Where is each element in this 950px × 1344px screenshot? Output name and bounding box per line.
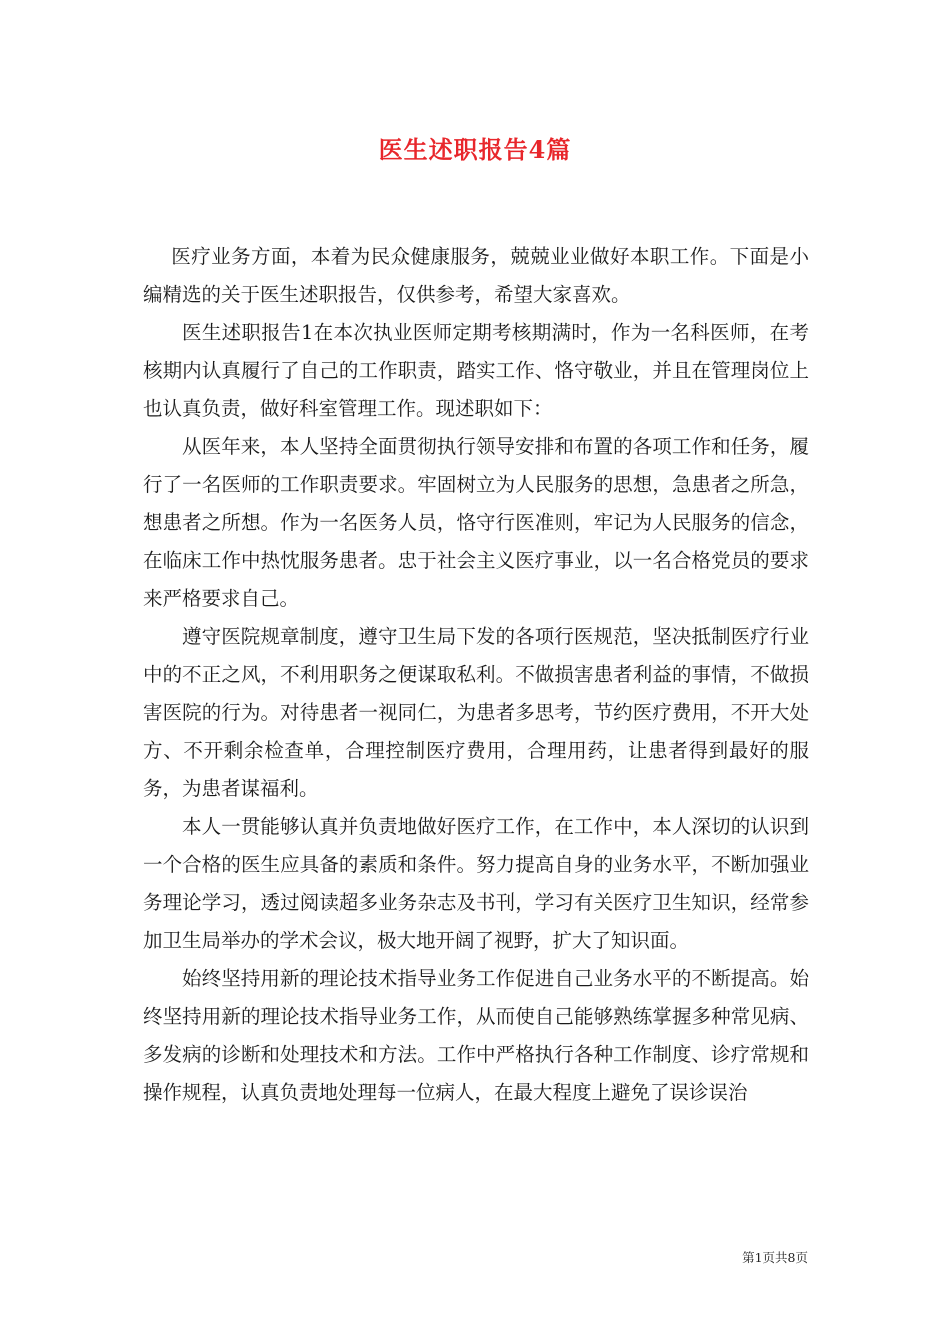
page-number: 第1页共8页 [742, 1250, 808, 1265]
paragraph-work: 本人一贯能够认真并负责地做好医疗工作，在工作中，本人深切的认识到一个合格的医生应具备的素质和条件。努力提高自身的业务水平，不断加强业务理论学习，透过阅读超多业务杂志及书刊，学习有关医疗卫生知识，经常参加卫生局举办的学术会议，极大地开阔了视野，扩大了知识面。 [143, 815, 809, 952]
paragraph-theory: 始终坚持用新的理论技术指导业务工作促进自己业务水平的不断提高。始终坚持用新的理论技术指导业务工作，从而使自己能够熟练掌握多种常见病、多发病的诊断和处理技术和方法。工作中严格执行各种工作制度、诊疗常规和操作规程，认真负责地处理每一位病人，在最大程度上避免了误诊误治 [143, 967, 809, 1104]
paragraph-intro: 医疗业务方面，本着为民众健康服务，兢兢业业做好本职工作。下面是小编精选的关于医生述职报告，仅供参考，希望大家喜欢。 [143, 245, 809, 306]
paragraph-report-1: 医生述职报告1在本次执业医师定期考核期满时，作为一名科医师，在考核期内认真履行了自己的工作职责，踏实工作、恪守敬业，并且在管理岗位上也认真负责，做好科室管理工作。现述职如下： [143, 321, 809, 420]
document-body [143, 238, 809, 1112]
page-title: 医生述职报告4篇 [378, 135, 572, 164]
paragraph-rules: 遵守医院规章制度，遵守卫生局下发的各项行医规范，坚决抵制医疗行业中的不正之风，不利用职务之便谋取私利。不做损害患者利益的事情，不做损害医院的行为。对待患者一视同仁，为患者多思考，节约医疗费用，不开大处方、不开剩余检查单，合理控制医疗费用，合理用药，让患者得到最好的服务，为患者谋福利。 [143, 625, 809, 800]
paragraph-career: 从医年来，本人坚持全面贯彻执行领导安排和布置的各项工作和任务，履行了一名医师的工作职责要求。牢固树立为人民服务的思想，急患者之所急，想患者之所想。作为一名医务人员，恪守行医准则，牢记为人民服务的信念，在临床工作中热忱服务患者。忠于社会主义医疗事业，以一名合格党员的要求来严格要求自己。 [143, 435, 809, 610]
